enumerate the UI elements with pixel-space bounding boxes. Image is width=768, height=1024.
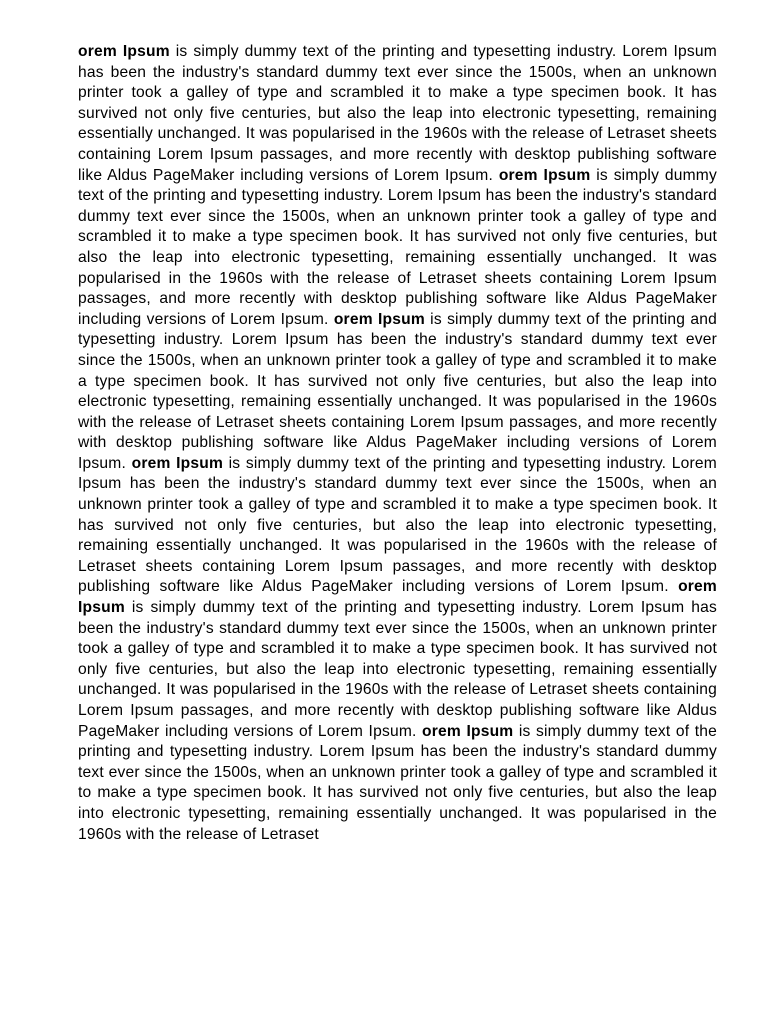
body-paragraph — [78, 42, 717, 845]
document-page — [78, 42, 717, 977]
lead-phrase-6: orem Ipsum — [422, 722, 514, 740]
lead-phrase-5: orem Ipsum — [78, 578, 717, 617]
passage-text-4: is simply dummy text of the printing and typesetting industry. Lorem Ipsum has been the industry's standard dummy text ever since the 1500s, when an unknown printer took a galley of type and scrambled it to make a type specimen book. It has survived not only five centuries, but also the leap into electronic typesetting, remaining essentially unchanged. It was popularised in the 1960s with the release of Letraset sheets containing Lorem Ipsum passages, and more recently with desktop publishing software like Aldus PageMaker including versions of Lorem Ipsum. — [78, 454, 717, 596]
passage-text-6: is simply dummy text of the printing and typesetting industry. Lorem Ipsum has been the industry's standard dummy text ever since the 1500s, when an unknown printer took a galley of type and scrambled it to make a type specimen book. It has survived not only five centuries, but also the leap into electronic typesetting, remaining essentially unchanged. It was popularised in the 1960s with the release of Letraset — [78, 722, 717, 843]
lead-phrase-1: orem Ipsum — [78, 43, 170, 60]
passage-text-2: is simply dummy text of the printing and typesetting industry. Lorem Ipsum has been the industry's standard dummy text ever since the 1500s, when an unknown printer took a galley of type and scrambled it to make a type specimen book. It has survived not only five centuries, but also the leap into electronic typesetting, remaining essentially unchanged. It was popularised in the 1960s with the release of Letraset sheets containing Lorem Ipsum passages, and more recently with desktop publishing software like Aldus PageMaker including versions of Lorem Ipsum. — [78, 166, 717, 328]
lead-phrase-3: orem Ipsum — [333, 310, 425, 328]
lead-phrase-2: orem Ipsum — [498, 166, 591, 184]
lead-phrase-4: orem Ipsum — [131, 454, 224, 472]
passage-text-3: is simply dummy text of the printing and typesetting industry. Lorem Ipsum has been the industry's standard dummy text ever since the 1500s, when an unknown printer took a galley of type and scrambled it to make a type specimen book. It has survived not only five centuries, but also the leap into electronic typesetting, remaining essentially unchanged. It was popularised in the 1960s with the release of Letraset sheets containing Lorem Ipsum passages, and more recently with desktop publishing software like Aldus PageMaker including versions of Lorem Ipsum. — [78, 310, 717, 472]
passage-text-1: is simply dummy text of the printing and typesetting industry. Lorem Ipsum has been the industry's standard dummy text ever since the 1500s, when an unknown printer took a galley of type and scrambled it to make a type specimen book. It has survived not only five centuries, but also the leap into electronic typesetting, remaining essentially unchanged. It was popularised in the 1960s with the release of Letraset sheets containing Lorem Ipsum passages, and more recently with desktop publishing software like Aldus PageMaker including versions of Lorem Ipsum. — [78, 43, 717, 184]
passage-text-5: is simply dummy text of the printing and typesetting industry. Lorem Ipsum has been the industry's standard dummy text ever since the 1500s, when an unknown printer took a galley of type and scrambled it to make a type specimen book. It has survived not only five centuries, but also the leap into electronic typesetting, remaining essentially unchanged. It was popularised in the 1960s with the release of Letraset sheets containing Lorem Ipsum passages, and more recently with desktop publishing software like Aldus PageMaker including versions of Lorem Ipsum. — [78, 599, 717, 740]
